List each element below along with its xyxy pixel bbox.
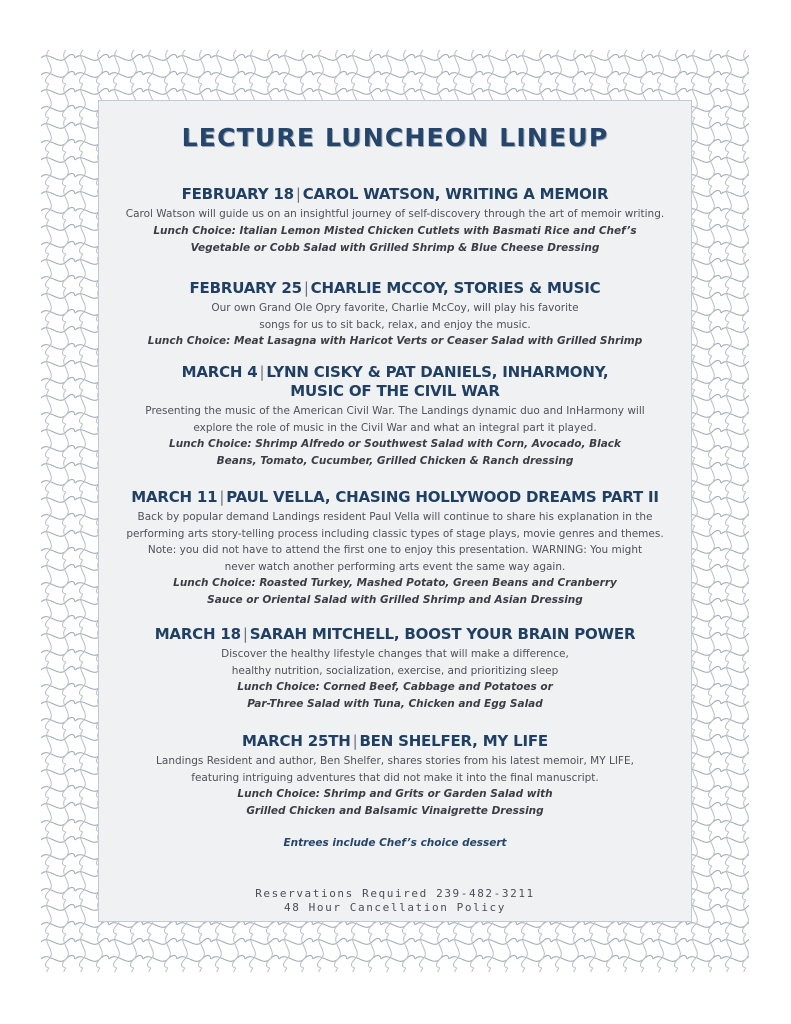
lunch-choice-line: Lunch Choice: Italian Lemon Misted Chicken Cutlets with Basmati Rice and Chef’s bbox=[153, 224, 637, 237]
heading-separator: | bbox=[303, 279, 309, 297]
lunch-choice bbox=[99, 786, 691, 820]
event-title: LYNN CISKY & PAT DANIELS, INHARMONY, bbox=[266, 363, 609, 381]
lunch-choice-line: Vegetable or Cobb Salad with Grilled Shrimp & Blue Cheese Dressing bbox=[190, 241, 600, 254]
lunch-choice bbox=[99, 436, 691, 470]
event-heading bbox=[99, 625, 691, 644]
lunch-choice-line: Lunch Choice: Shrimp Alfredo or Southwest Salad with Corn, Avocado, Black bbox=[169, 438, 621, 450]
event-heading bbox=[99, 488, 691, 507]
event-date: MARCH 18 bbox=[154, 625, 241, 643]
lunch-choice-line: Lunch Choice: Roasted Turkey, Mashed Potato, Green Beans and Cranberry bbox=[173, 577, 617, 589]
lunch-choice bbox=[99, 679, 691, 713]
event-description bbox=[99, 509, 691, 575]
entrees-note: Entrees include Chef’s choice dessert bbox=[283, 837, 507, 849]
description-line: healthy nutrition, socialization, exercise, and prioritizing sleep bbox=[231, 664, 559, 677]
event-title: PAUL VELLA, CHASING HOLLYWOOD DREAMS PART II bbox=[226, 488, 659, 506]
event-date: MARCH 4 bbox=[181, 363, 258, 381]
event-section bbox=[99, 488, 691, 609]
lunch-choice bbox=[99, 333, 691, 350]
description-line: Back by popular demand Landings resident Paul Vella will continue to share his explanation in the bbox=[137, 511, 653, 523]
description-line: Note: you did not have to attend the first one to enjoy this presentation. WARNING: You might bbox=[147, 544, 643, 556]
event-date: FEBRUARY 18 bbox=[181, 185, 294, 203]
event-description bbox=[99, 753, 691, 786]
event-description bbox=[99, 300, 691, 333]
event-section bbox=[99, 279, 691, 350]
lunch-choice-line: Lunch Choice: Corned Beef, Cabbage and Potatoes or bbox=[237, 681, 553, 693]
event-section bbox=[99, 732, 691, 820]
heading-separator: | bbox=[352, 732, 358, 750]
event-title-line2: MUSIC OF THE CIVIL WAR bbox=[290, 382, 500, 400]
heading-separator: | bbox=[259, 363, 265, 381]
page-title: LECTURE LUNCHEON LINEUP bbox=[181, 123, 609, 152]
event-date: MARCH 11 bbox=[131, 488, 218, 506]
lunch-choice-line: Grilled Chicken and Balsamic Vinaigrette Dressing bbox=[246, 805, 544, 817]
event-description bbox=[99, 646, 691, 679]
content-panel bbox=[98, 100, 692, 922]
cancellation-policy-text: 48 Hour Cancellation Policy bbox=[283, 901, 506, 914]
description-line: never watch another performing arts event the same way again. bbox=[224, 560, 566, 573]
lunch-choice-line: Lunch Choice: Shrimp and Grits or Garden Salad with bbox=[237, 788, 553, 800]
event-description bbox=[99, 403, 691, 436]
event-heading bbox=[99, 363, 691, 382]
event-heading bbox=[99, 185, 691, 204]
event-title: CAROL WATSON, WRITING A MEMOIR bbox=[302, 185, 609, 203]
lunch-choice bbox=[99, 575, 691, 609]
description-line: Discover the healthy lifestyle changes that will make a difference, bbox=[221, 648, 569, 660]
event-section bbox=[99, 625, 691, 713]
heading-separator: | bbox=[295, 185, 301, 203]
event-title: CHARLIE MCCOY, STORIES & MUSIC bbox=[310, 279, 601, 297]
description-line: Carol Watson will guide us on an insightful journey of self-discovery through the art of memoir writing. bbox=[125, 208, 665, 220]
description-line: Our own Grand Ole Opry favorite, Charlie McCoy, will play his favorite bbox=[211, 302, 579, 314]
lunch-choice-line: Par-Three Salad with Tuna, Chicken and Egg Salad bbox=[247, 698, 543, 710]
event-title: SARAH MITCHELL, BOOST YOUR BRAIN POWER bbox=[249, 625, 636, 643]
reservations-text: Reservations Required 239-482-3211 bbox=[255, 887, 535, 900]
footer bbox=[99, 887, 691, 915]
lunch-choice-line: Beans, Tomato, Cucumber, Grilled Chicken & Ranch dressing bbox=[216, 455, 574, 467]
heading-separator: | bbox=[219, 488, 225, 506]
event-section bbox=[99, 185, 691, 257]
lunch-choice bbox=[99, 223, 691, 257]
event-date: FEBRUARY 25 bbox=[189, 279, 302, 297]
description-line: songs for us to sit back, relax, and enjoy the music. bbox=[259, 318, 531, 331]
event-date: MARCH 25TH bbox=[242, 732, 351, 750]
event-heading bbox=[99, 732, 691, 751]
lunch-choice-line: Sauce or Oriental Salad with Grilled Shrimp and Asian Dressing bbox=[207, 594, 583, 606]
description-line: performing arts story-telling process including classic types of stage plays, movie genres and themes. bbox=[126, 527, 664, 540]
description-line: Presenting the music of the American Civil War. The Landings dynamic duo and InHarmony will bbox=[145, 405, 645, 417]
description-line: Landings Resident and author, Ben Shelfer, shares stories from his latest memoir, MY LIFE, bbox=[156, 755, 634, 767]
description-line: explore the role of music in the Civil War and what an integral part it played. bbox=[193, 421, 597, 434]
description-line: featuring intriguing adventures that did not make it into the final manuscript. bbox=[191, 771, 599, 784]
event-title: BEN SHELFER, MY LIFE bbox=[359, 732, 548, 750]
event-section bbox=[99, 363, 691, 470]
heading-separator: | bbox=[242, 625, 248, 643]
lunch-choice-line: Lunch Choice: Meat Lasagna with Haricot Verts or Ceaser Salad with Grilled Shrimp bbox=[147, 335, 643, 347]
event-heading bbox=[99, 279, 691, 298]
event-description bbox=[99, 206, 691, 223]
